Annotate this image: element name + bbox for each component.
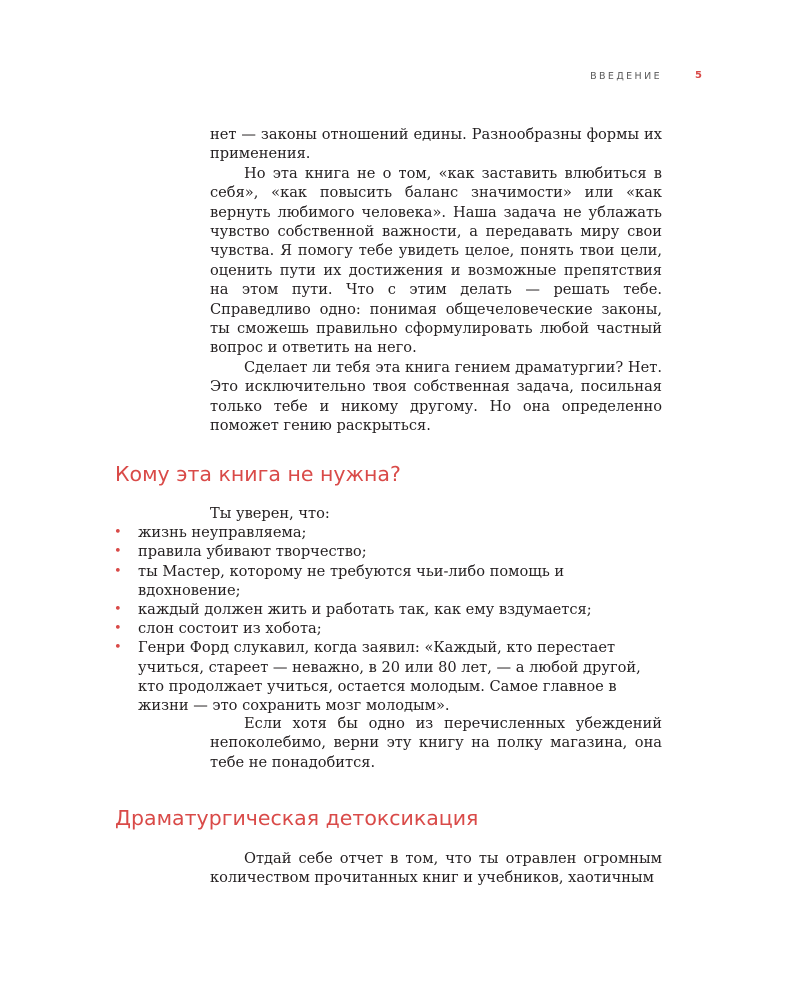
section-heading-who-not-needed: Кому эта книга не нужна? bbox=[115, 462, 401, 486]
list-item bbox=[114, 638, 664, 715]
list-item bbox=[114, 600, 664, 619]
list-item-text: каждый должен жить и работать так, как ему вздумается; bbox=[138, 601, 592, 619]
bullet-icon: • bbox=[114, 525, 122, 541]
detox-text-block bbox=[210, 849, 662, 888]
page-number: 5 bbox=[695, 70, 702, 81]
list-item-text: слон состоит из хобота; bbox=[138, 620, 322, 638]
intro-paragraph-3: Сделает ли тебя эта книга гением драматургии? Нет. Это исключительно твоя собственная задача, посильная только тебе и никому другому. Но она определенно поможет гению раскрыться. bbox=[210, 358, 662, 435]
closing-text-block bbox=[210, 714, 662, 772]
list-item bbox=[114, 542, 664, 561]
bullet-icon: • bbox=[114, 563, 122, 579]
list-item bbox=[114, 523, 664, 542]
intro-paragraph-2: Но эта книга не о том, «как заставить влюбиться в себя», «как повысить баланс значимости» или «как вернуть любимого человека». Наша задача не ублажать чувство собственной важности, а передавать миру свои чувства. Я помогу тебе увидеть целое, понять твои цели, оценить пути их достижения и возможные препятствия на этом пути. Что с этим делать — решать тебе. Справедливо одно: понимая общечеловеческие законы, ты сможешь правильно сформулировать любой частный вопрос и ответить на него. bbox=[210, 164, 662, 357]
beliefs-list-block bbox=[114, 504, 664, 715]
bullet-icon: • bbox=[114, 621, 122, 637]
list-item-text: Генри Форд слукавил, когда заявил: «Каждый, кто перестает учиться, стареет — неважно, в 20 или 80 лет, — а любой другой, кто продолжает учиться, остается молодым. Самое главное в жизни — это сохранить мозг молодым». bbox=[138, 639, 641, 715]
intro-text-block bbox=[210, 125, 662, 436]
list-item bbox=[114, 562, 664, 600]
beliefs-list bbox=[114, 523, 664, 715]
running-header bbox=[540, 70, 702, 84]
bullet-icon: • bbox=[114, 544, 122, 560]
intro-paragraph-1: нет — законы отношений едины. Разнообразны формы их применения. bbox=[210, 126, 662, 163]
bullet-icon: • bbox=[114, 602, 122, 618]
bullet-icon: • bbox=[114, 640, 122, 656]
list-item-text: ты Мастер, которому не требуются чьи-либо помощь и вдохновение; bbox=[138, 562, 565, 599]
section-title: ВВЕДЕНИЕ bbox=[590, 71, 662, 82]
list-item-text: правила убивают творчество; bbox=[138, 543, 367, 561]
closing-paragraph: Если хотя бы одно из перечисленных убеждений непоколебимо, верни эту книгу на полку магазина, она тебе не понадобится. bbox=[210, 715, 662, 771]
list-item-text: жизнь неуправляема; bbox=[138, 524, 307, 542]
detox-paragraph: Отдай себе отчет в том, что ты отравлен огромным количеством прочитанных книг и учебников, хаотичным bbox=[210, 850, 662, 887]
list-item bbox=[114, 619, 664, 638]
list-intro: Ты уверен, что: bbox=[210, 505, 330, 522]
section-heading-detox: Драматургическая детоксикация bbox=[115, 806, 479, 830]
